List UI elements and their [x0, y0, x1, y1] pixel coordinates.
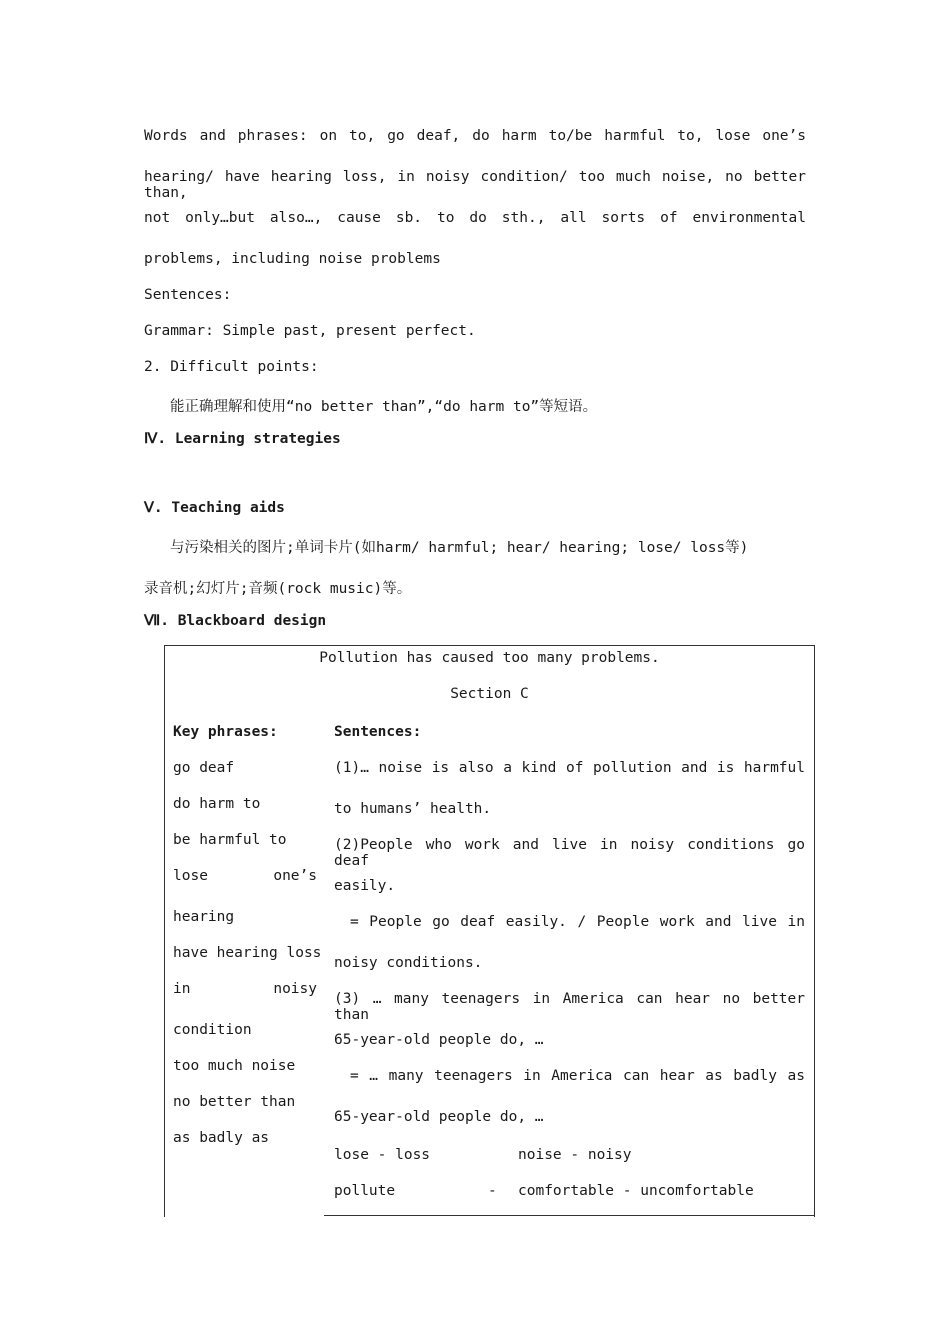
word-pair-lose-loss: lose - loss — [334, 1147, 431, 1163]
key-phrase-item: go deaf — [173, 760, 235, 776]
key-phrase-item: as badly as — [173, 1130, 270, 1146]
word-pair-comfortable-uncomfortable: comfortable - uncomfortable — [518, 1183, 754, 1199]
word-pair-dash: - — [488, 1183, 497, 1199]
blackboard-table — [164, 645, 815, 1215]
key-phrase-item: be harmful to — [173, 832, 287, 848]
sentence-line: = People go deaf easily. / People work and live in — [350, 914, 805, 930]
key-phrase-item: lose one’s — [173, 868, 317, 884]
sentences-label: Sentences: — [144, 287, 232, 303]
teaching-aids-heading: Ⅴ. Teaching aids — [144, 500, 285, 516]
sentence-line: (3) … many teenagers in America can hear no better than — [334, 991, 805, 1023]
sentences-heading: Sentences: — [334, 724, 422, 740]
key-phrase-item: have hearing loss — [173, 945, 322, 961]
words-phrases-line-2: hearing/ have hearing loss, in noisy condition/ too much noise, no better than, — [144, 169, 806, 201]
words-phrases-line-3: not only…but also…, cause sb. to do sth., all sorts of environmental — [144, 210, 806, 226]
difficult-points-text: 能正确理解和使用“no better than”,“do harm to”等短语。 — [170, 399, 598, 415]
teaching-aids-line-1: 与污染相关的图片;单词卡片(如harm/ harmful; hear/ hearing; lose/ loss等) — [170, 540, 749, 556]
words-phrases-line-4: problems, including noise problems — [144, 251, 441, 267]
key-phrase-item: condition — [173, 1022, 252, 1038]
sentence-line: = … many teenagers in America can hear as badly as — [350, 1068, 805, 1084]
key-phrase-item: do harm to — [173, 796, 261, 812]
blackboard-design-heading: Ⅶ. Blackboard design — [144, 613, 327, 629]
sentence-line: (1)… noise is also a kind of pollution and is harmful — [334, 760, 805, 776]
sentence-line: easily. — [334, 878, 396, 894]
learning-strategies-heading: Ⅳ. Learning strategies — [144, 431, 341, 447]
board-subtitle: Section C — [450, 686, 529, 702]
sentence-line: to humans’ health. — [334, 801, 492, 817]
table-border-right — [814, 645, 815, 1217]
key-phrase-item: too much noise — [173, 1058, 296, 1074]
difficult-points-heading: 2. Difficult points: — [144, 359, 319, 375]
key-phrase-item: in noisy — [173, 981, 317, 997]
table-border-left — [164, 645, 165, 1217]
key-phrase-item: no better than — [173, 1094, 296, 1110]
key-phrase-item: hearing — [173, 909, 235, 925]
board-title: Pollution has caused too many problems. — [319, 650, 660, 666]
word-pollute: pollute — [334, 1183, 396, 1199]
table-border-top — [164, 645, 815, 646]
teaching-aids-line-2: 录音机;幻灯片;音频(rock music)等。 — [144, 581, 412, 597]
grammar-line: Grammar: Simple past, present perfect. — [144, 323, 476, 339]
sentence-line: (2)People who work and live in noisy conditions go deaf — [334, 837, 805, 869]
word-pair-noise-noisy: noise - noisy — [518, 1147, 632, 1163]
sentence-line: noisy conditions. — [334, 955, 483, 971]
key-phrases-label: Key phrases: — [173, 724, 278, 740]
sentence-line: 65-year-old people do, … — [334, 1109, 544, 1125]
sentence-line: 65-year-old people do, … — [334, 1032, 544, 1048]
words-phrases-line-1: Words and phrases: on to, go deaf, do harm to/be harmful to, lose one’s — [144, 128, 806, 144]
table-border-bottom — [324, 1215, 815, 1216]
